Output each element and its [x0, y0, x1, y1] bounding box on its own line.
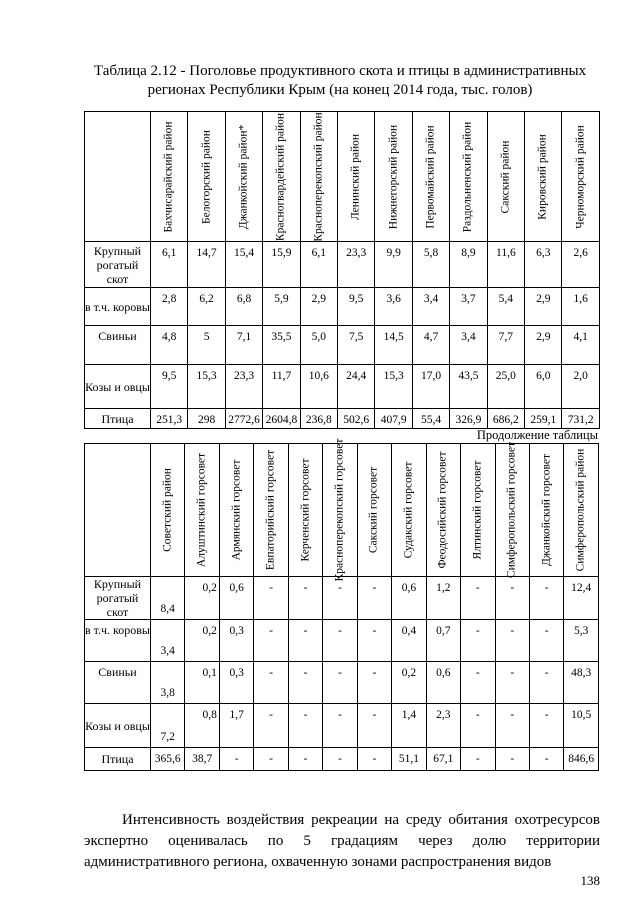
table-row	[85, 288, 600, 326]
data-cell: -	[529, 662, 563, 704]
data-cell: -	[495, 704, 529, 748]
caption-line-2: регионах Республики Крым (на конец 2014 года, тыс. голов)	[147, 82, 533, 98]
table-row	[85, 704, 599, 748]
data-cell: 51,1	[392, 748, 426, 771]
column-header: Ленинский район	[338, 112, 375, 242]
data-cell: 3,8	[151, 662, 185, 704]
row-label: Птица	[85, 409, 151, 429]
row-label: Козы и овцы	[85, 365, 151, 409]
data-cell: 1,4	[392, 704, 426, 748]
data-cell: 35,5	[263, 326, 300, 365]
data-cell: 6,3	[525, 242, 562, 288]
data-cell: 9,9	[375, 242, 412, 288]
data-cell: 38,7	[185, 748, 219, 771]
caption-line-1: Таблица 2.12 - Поголовье продуктивного скота и птицы в административных	[93, 63, 587, 79]
data-cell: 3,7	[450, 288, 487, 326]
data-cell: -	[461, 704, 495, 748]
data-cell: 365,6	[151, 748, 185, 771]
data-cell: 259,1	[525, 409, 562, 429]
column-header: Черноморский район	[562, 112, 600, 242]
table-caption	[60, 62, 620, 100]
row-label: Свиньи	[85, 662, 151, 704]
table-row	[85, 748, 599, 771]
data-cell: 15,3	[375, 365, 412, 409]
data-cell: -	[288, 704, 322, 748]
data-cell: -	[529, 748, 563, 771]
data-cell: 23,3	[225, 365, 262, 409]
data-cell: 14,5	[375, 326, 412, 365]
column-header: Белогорский район	[188, 112, 225, 242]
data-cell: 0,3	[219, 620, 253, 662]
column-header: Сакский район	[487, 112, 524, 242]
data-cell: -	[254, 704, 288, 748]
data-cell: 7,1	[225, 326, 262, 365]
data-cell: 8,4	[151, 577, 185, 620]
column-header: Первомайский район	[412, 112, 449, 242]
column-header: Кировский район	[525, 112, 562, 242]
column-header: Керченский горсовет	[288, 444, 322, 577]
data-cell: -	[495, 662, 529, 704]
data-cell: 298	[188, 409, 225, 429]
data-cell: -	[357, 577, 391, 620]
data-cell: 7,7	[487, 326, 524, 365]
data-cell: 0,1	[185, 662, 219, 704]
row-label: Крупный рогатый скот	[85, 577, 151, 620]
data-cell: -	[461, 748, 495, 771]
data-cell: -	[219, 748, 253, 771]
table-row	[85, 242, 600, 288]
column-header: Красноперекопский горсовет	[323, 444, 357, 577]
data-cell: 0,2	[392, 662, 426, 704]
data-cell: -	[357, 662, 391, 704]
table-header-row	[85, 444, 599, 577]
row-label: Крупный рогатый скот	[85, 242, 151, 288]
table-row	[85, 409, 600, 429]
column-header: Симферопольский район	[564, 444, 599, 577]
corner-cell	[85, 112, 151, 242]
data-cell: -	[254, 748, 288, 771]
row-label: Свиньи	[85, 326, 151, 365]
row-label: в т.ч. коровы	[85, 620, 151, 662]
table-row	[85, 620, 599, 662]
data-cell: -	[254, 620, 288, 662]
data-cell: 686,2	[487, 409, 524, 429]
table-row	[85, 326, 600, 365]
data-cell: 2,8	[151, 288, 188, 326]
row-label: в т.ч. коровы	[85, 288, 151, 326]
data-cell: 3,4	[412, 288, 449, 326]
data-cell: 5,0	[300, 326, 337, 365]
data-cell: 2,9	[525, 288, 562, 326]
column-header: Джанкойский горсовет	[529, 444, 563, 577]
data-cell: 1,7	[219, 704, 253, 748]
data-cell: 0,2	[185, 577, 219, 620]
data-cell: 0,6	[392, 577, 426, 620]
table-row	[85, 662, 599, 704]
data-cell: 11,6	[487, 242, 524, 288]
data-cell: 15,9	[263, 242, 300, 288]
data-cell: 14,7	[188, 242, 225, 288]
column-header: Сакский горсовет	[357, 444, 391, 577]
data-cell: 846,6	[564, 748, 599, 771]
data-cell: -	[495, 620, 529, 662]
data-cell: 10,5	[564, 704, 599, 748]
livestock-table-part-2	[84, 438, 599, 771]
data-cell: 251,3	[151, 409, 188, 429]
data-cell: 0,7	[426, 620, 460, 662]
column-header: Красногвардейский район	[263, 112, 300, 242]
data-cell: 5,4	[487, 288, 524, 326]
data-cell: 15,4	[225, 242, 262, 288]
data-cell: -	[357, 620, 391, 662]
row-label: Козы и овцы	[85, 704, 151, 748]
livestock-table-part-1	[84, 111, 600, 429]
data-cell: -	[461, 577, 495, 620]
data-cell: 6,1	[300, 242, 337, 288]
data-cell: 67,1	[426, 748, 460, 771]
data-cell: -	[254, 662, 288, 704]
data-cell: 9,5	[151, 365, 188, 409]
data-cell: 731,2	[562, 409, 600, 429]
data-cell: 25,0	[487, 365, 524, 409]
data-cell: 6,8	[225, 288, 262, 326]
data-cell: -	[323, 620, 357, 662]
data-cell: 2,0	[562, 365, 600, 409]
data-cell: 11,7	[263, 365, 300, 409]
column-header: Судакский горсовет	[392, 444, 426, 577]
data-cell: -	[323, 662, 357, 704]
column-header: Феодосийский горсовет	[426, 444, 460, 577]
data-cell: 3,6	[375, 288, 412, 326]
data-cell: 24,4	[338, 365, 375, 409]
data-cell: 15,3	[188, 365, 225, 409]
column-header: Нижнегорский район	[375, 112, 412, 242]
data-cell: -	[495, 748, 529, 771]
corner-cell	[85, 444, 151, 577]
data-cell: -	[323, 704, 357, 748]
data-cell: 23,3	[338, 242, 375, 288]
data-cell: 9,5	[338, 288, 375, 326]
data-cell: 236,8	[300, 409, 337, 429]
data-cell: 3,4	[450, 326, 487, 365]
data-cell: 5	[188, 326, 225, 365]
data-cell: -	[288, 748, 322, 771]
column-header: Джанкойский район*	[225, 112, 262, 242]
data-cell: 0,6	[426, 662, 460, 704]
data-cell: 2772,6	[225, 409, 262, 429]
data-cell: -	[529, 620, 563, 662]
data-cell: -	[529, 577, 563, 620]
column-header: Красноперекопский район	[300, 112, 337, 242]
data-cell: 0,8	[185, 704, 219, 748]
data-cell: -	[323, 577, 357, 620]
data-cell: 43,5	[450, 365, 487, 409]
column-header: Ялтинский горсовет	[461, 444, 495, 577]
data-cell: -	[461, 662, 495, 704]
data-cell: -	[288, 577, 322, 620]
data-cell: 0,6	[219, 577, 253, 620]
data-cell: 502,6	[338, 409, 375, 429]
page-number: 138	[580, 873, 600, 888]
table-header-row	[85, 112, 600, 242]
table-row	[85, 365, 600, 409]
column-header: Советский район	[151, 444, 185, 577]
column-header: Алуштинский горсовет	[185, 444, 219, 577]
data-cell: 5,9	[263, 288, 300, 326]
data-cell: 8,9	[450, 242, 487, 288]
column-header: Евпаторийский горсовет	[254, 444, 288, 577]
table-row	[85, 577, 599, 620]
continuation-label: Продолжение таблицы	[476, 428, 598, 442]
data-cell: -	[357, 704, 391, 748]
data-cell: 4,7	[412, 326, 449, 365]
data-cell: -	[323, 748, 357, 771]
data-cell: 407,9	[375, 409, 412, 429]
data-cell: -	[288, 620, 322, 662]
column-header: Симферопольский горсовет	[495, 444, 529, 577]
column-header: Армянский горсовет	[219, 444, 253, 577]
data-cell: 6,1	[151, 242, 188, 288]
data-cell: 2604,8	[263, 409, 300, 429]
data-cell: 6,2	[188, 288, 225, 326]
data-cell: 1,6	[562, 288, 600, 326]
data-cell: 1,2	[426, 577, 460, 620]
body-paragraph: Интенсивность воздействия рекреации на среду обитания охотресурсов экспертно оценивалась по 5 градациям через долю территории административного региона, охваченную зонами распространения видов	[84, 812, 600, 870]
data-cell: 2,3	[426, 704, 460, 748]
column-header: Раздольненский район	[450, 112, 487, 242]
data-cell: 5,8	[412, 242, 449, 288]
data-cell: 2,9	[525, 326, 562, 365]
data-cell: 326,9	[450, 409, 487, 429]
data-cell: 3,4	[151, 620, 185, 662]
data-cell: 0,3	[219, 662, 253, 704]
data-cell: 5,3	[564, 620, 599, 662]
data-cell: -	[288, 662, 322, 704]
data-cell: -	[357, 748, 391, 771]
column-header: Бахчисарайский район	[151, 112, 188, 242]
data-cell: 2,6	[562, 242, 600, 288]
data-cell: 17,0	[412, 365, 449, 409]
data-cell: 7,5	[338, 326, 375, 365]
data-cell: 4,8	[151, 326, 188, 365]
data-cell: -	[495, 577, 529, 620]
data-cell: -	[254, 577, 288, 620]
data-cell: 55,4	[412, 409, 449, 429]
data-cell: 4,1	[562, 326, 600, 365]
data-cell: 6,0	[525, 365, 562, 409]
data-cell: 10,6	[300, 365, 337, 409]
data-cell: 0,2	[185, 620, 219, 662]
data-cell: 0,4	[392, 620, 426, 662]
data-cell: 2,9	[300, 288, 337, 326]
data-cell: 12,4	[564, 577, 599, 620]
data-cell: -	[461, 620, 495, 662]
row-label: Птица	[85, 748, 151, 771]
data-cell: 48,3	[564, 662, 599, 704]
data-cell: 7,2	[151, 704, 185, 748]
data-cell: -	[529, 704, 563, 748]
